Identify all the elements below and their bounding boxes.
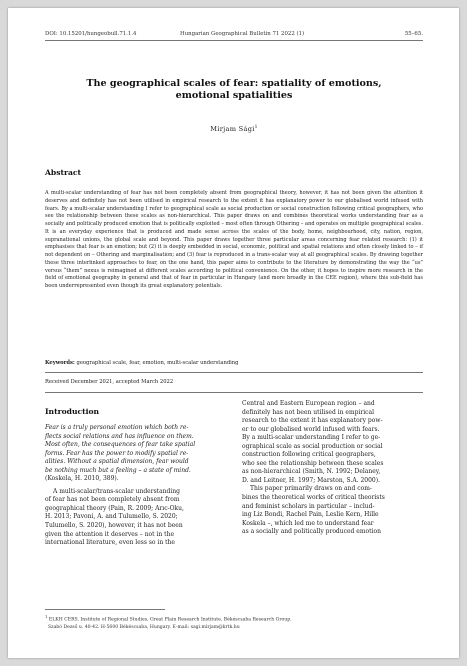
received-date: Received December 2021, accepted March 2022: [45, 379, 174, 385]
left-column: [45, 424, 228, 548]
body-line: By a multi-scalar understanding I refer to ge-: [242, 434, 381, 442]
quote-citation: (Koskela, H. 2010, 389).: [45, 475, 119, 483]
body-line: ing Liz Bondi, Rachel Pain, Leslie Kern, Hille: [242, 511, 379, 519]
paper-title-line: emotional spatialities: [175, 89, 293, 101]
body-line: given the attention it deserves – not in the: [45, 530, 175, 538]
body-line: international literature, even less so in the: [45, 539, 175, 547]
body-line: as a socially and politically produced emotion: [242, 528, 381, 536]
abstract-heading: Abstract: [45, 168, 82, 177]
quote-line: Fear is a truly personal emotion which both re-: [45, 424, 189, 431]
paper-author: [45, 125, 423, 133]
quote-line: Most often, the consequences of fear take spatial: [45, 441, 196, 449]
header-journal: Hungarian Geographical Bulletin 71 2022 (1): [180, 31, 305, 37]
body-line: er to our globalised world infused with fears.: [242, 425, 380, 433]
header-rule: [45, 40, 423, 41]
body-line: H. 2013; Pavoni, A. and Tulumello, S. 2020;: [45, 513, 178, 521]
quote-line: forms. Fear has the power to modify spatial re-: [45, 449, 189, 457]
body-line: who see the relationship between these scales: [242, 459, 384, 467]
quote-line: be nothing much but a feeling – a state of mind.: [45, 466, 191, 474]
footnote-rule: [45, 609, 165, 610]
right-column: [242, 400, 426, 537]
header-doi: DOI: 10.15201/hungeobull.71.1.4: [45, 31, 137, 37]
body-line: Koskela –, which led me to understand fear: [242, 519, 374, 527]
footnote: [45, 613, 423, 631]
keywords: [45, 360, 423, 366]
body-line: Tulumello, S. 2020), however, it has not been: [45, 522, 183, 530]
introduction-heading: Introduction: [45, 407, 100, 416]
footnote-line: Szabó Dezső u. 40-42. H-5600 Békéscsaba, Hungary. E-mail: sagi.mirjam@krtk.hu: [48, 624, 240, 630]
body-line: and feminist scholars in particular – includ-: [242, 502, 375, 510]
keywords-text: geographical scale, fear, emotion, multi-scalar understanding: [76, 360, 239, 366]
body-line: definitely has not been utilised in empirical: [242, 408, 375, 416]
body-line: This paper primarily draws on and com-: [250, 485, 372, 493]
header-pages: 55–65.: [404, 31, 423, 37]
journal-page: [8, 8, 459, 658]
body-line: construction following critical geographers,: [242, 451, 376, 459]
body-line: ographical scale as social production or social: [242, 442, 383, 450]
quote-line: flects social relations and has influence on them.: [45, 432, 194, 440]
footnote-line: ELKH CERS, Institute of Regional Studies, Great Plain Research Institute, Békéscsaba Research Group.: [48, 617, 292, 623]
abstract-text: A multi-scalar understanding of fear has not been completely absent from geographical theory, however, it has not been given the attention it deserves and definitely has not been utilised in empirical research to the extent it has explanatory power to our globalised world infused with fears. By a multi-scalar understanding I refer to geographical scale as social production or social construction following critical geographers, who see the relationship between these scales as non-hierarchical. This paper draws on and combines theoretical works understanding fear as a socially and politically produced emotion that is politically exploited – most often through Othering – and operates on multiple geographical scales. It is an everyday experience that is produced and made sense across the scales of the body, home, neighbourhood, city, nation, region, supranational unions, the global scale and beyond. This paper draws together three particular areas concerning fear related research: (1) it emphasises that fear is an emotion; but (2) it is deeply embedded in social, economic, political and spatial relations and often closely linked to – if not dependent on – Othering and marginalisation; and (3) fear is reproduced in a trans-scalar way at all geographical scales. By drawing together these three interlinked approaches to fear, on the one hand, this paper aims to contribute to the literature by demonstrating the way the “us” versus “them” nexus is reimagined at different scales according to political convenience. On the other, it hopes to inspire more research in the field of emotional geography in general and that of fear in particular in Hungary (and more broadly in the CEE region), where this sub-field has been underrepresented even though its great explanatory potentials.: [45, 190, 423, 289]
received-rule: [45, 392, 423, 393]
body-line: Central and Eastern European region – and: [242, 400, 375, 407]
body-line: of fear has not been completely absent from: [45, 496, 180, 504]
body-line: D. and Leitner, H. 1997; Marston, S.A. 2000).: [242, 476, 380, 484]
body-line: bines the theoretical works of critical theorists: [242, 494, 385, 502]
body-line: research to the extent it has explanatory pow-: [242, 417, 383, 425]
body-line: as non-hierarchical (Smith, N. 1992; Delaney,: [242, 468, 381, 476]
body-line: geographical theory (Pain, R. 2009; Arıc-Oku,: [45, 504, 184, 512]
author-footnote-marker: 1: [254, 125, 258, 130]
author-name: Mirjam Sági: [210, 125, 255, 134]
keywords-label: Keywords:: [45, 360, 75, 366]
footnote-marker: 1: [45, 614, 48, 619]
quote-line: alities. Without a spatial dimension, fear would: [45, 458, 189, 466]
body-line: A multi-scalar/trans-scalar understanding: [53, 487, 180, 495]
paper-title-line: The geographical scales of fear: spatiality of emotions,: [86, 78, 382, 89]
keywords-rule: [45, 372, 423, 373]
paper-title: [45, 78, 423, 101]
